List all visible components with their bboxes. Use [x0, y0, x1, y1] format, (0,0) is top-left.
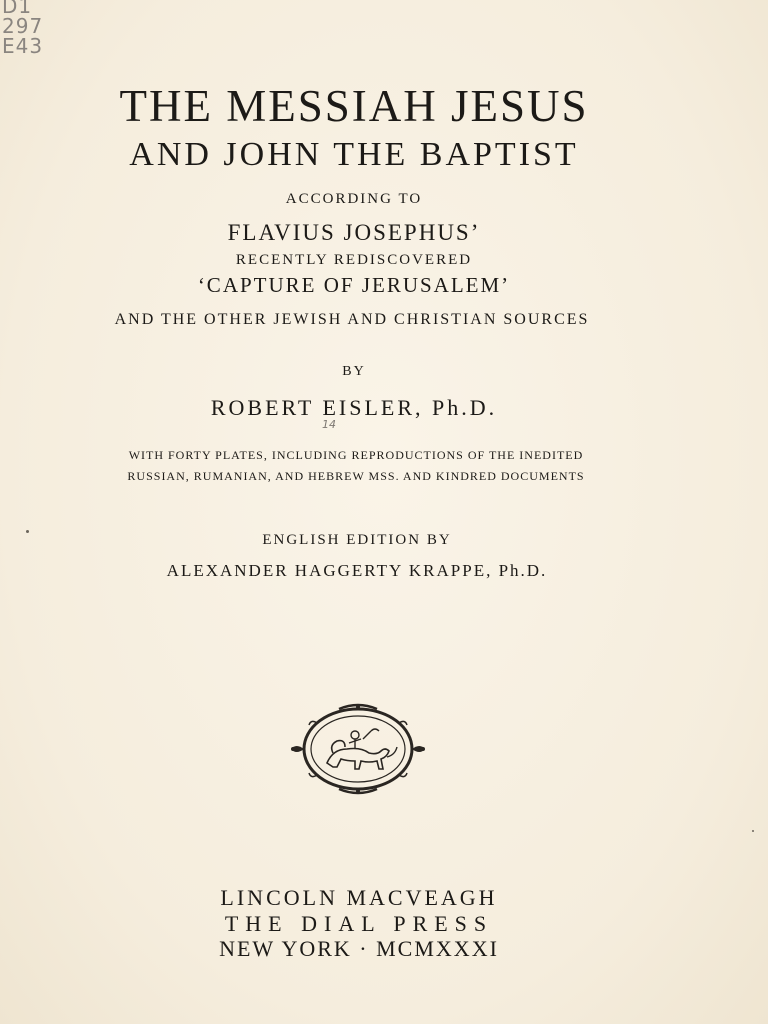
paper-speck [752, 830, 754, 832]
translator-name: ALEXANDER HAGGERTY KRAPPE, Ph.D. [166, 561, 548, 580]
handwritten-note: 14 [322, 418, 336, 431]
recently-rediscovered-text: RECENTLY REDISCOVERED [235, 252, 473, 268]
book-title-line1: THE MESSIAH JESUS [119, 81, 589, 131]
book-title-line2: AND JOHN THE BAPTIST [129, 136, 579, 173]
by-text: BY [342, 364, 366, 379]
according-to-text: ACCORDING TO [285, 191, 423, 207]
english-edition-text: ENGLISH EDITION BY [262, 532, 452, 548]
plates-description-line1: WITH FORTY PLATES, INCLUDING REPRODUCTIONS OF THE INEDITED [128, 448, 584, 462]
paper-speck [26, 530, 29, 533]
publisher-device-icon [287, 703, 429, 795]
call-number-line: 297 [2, 14, 44, 38]
plates-description-line2: RUSSIAN, RUMANIAN, AND HEBREW MSS. AND KINDRED DOCUMENTS [127, 469, 585, 483]
other-sources-text: AND THE OTHER JEWISH AND CHRISTIAN SOURCES [114, 311, 590, 328]
source-work-title: ‘CAPTURE OF JERUSALEM’ [197, 273, 511, 297]
publisher-imprint: THE DIAL PRESS [224, 911, 494, 936]
call-number-line: D1 [2, 0, 33, 18]
source-author: FLAVIUS JOSEPHUS’ [227, 220, 481, 245]
publisher-name: LINCOLN MACVEAGH [220, 885, 498, 910]
publication-place-date: NEW YORK · MCMXXXI [219, 936, 499, 961]
author-name: ROBERT EISLER, Ph.D. [210, 395, 498, 420]
call-number-pencil-mark [2, 0, 43, 56]
call-number-line: E43 [2, 34, 44, 58]
